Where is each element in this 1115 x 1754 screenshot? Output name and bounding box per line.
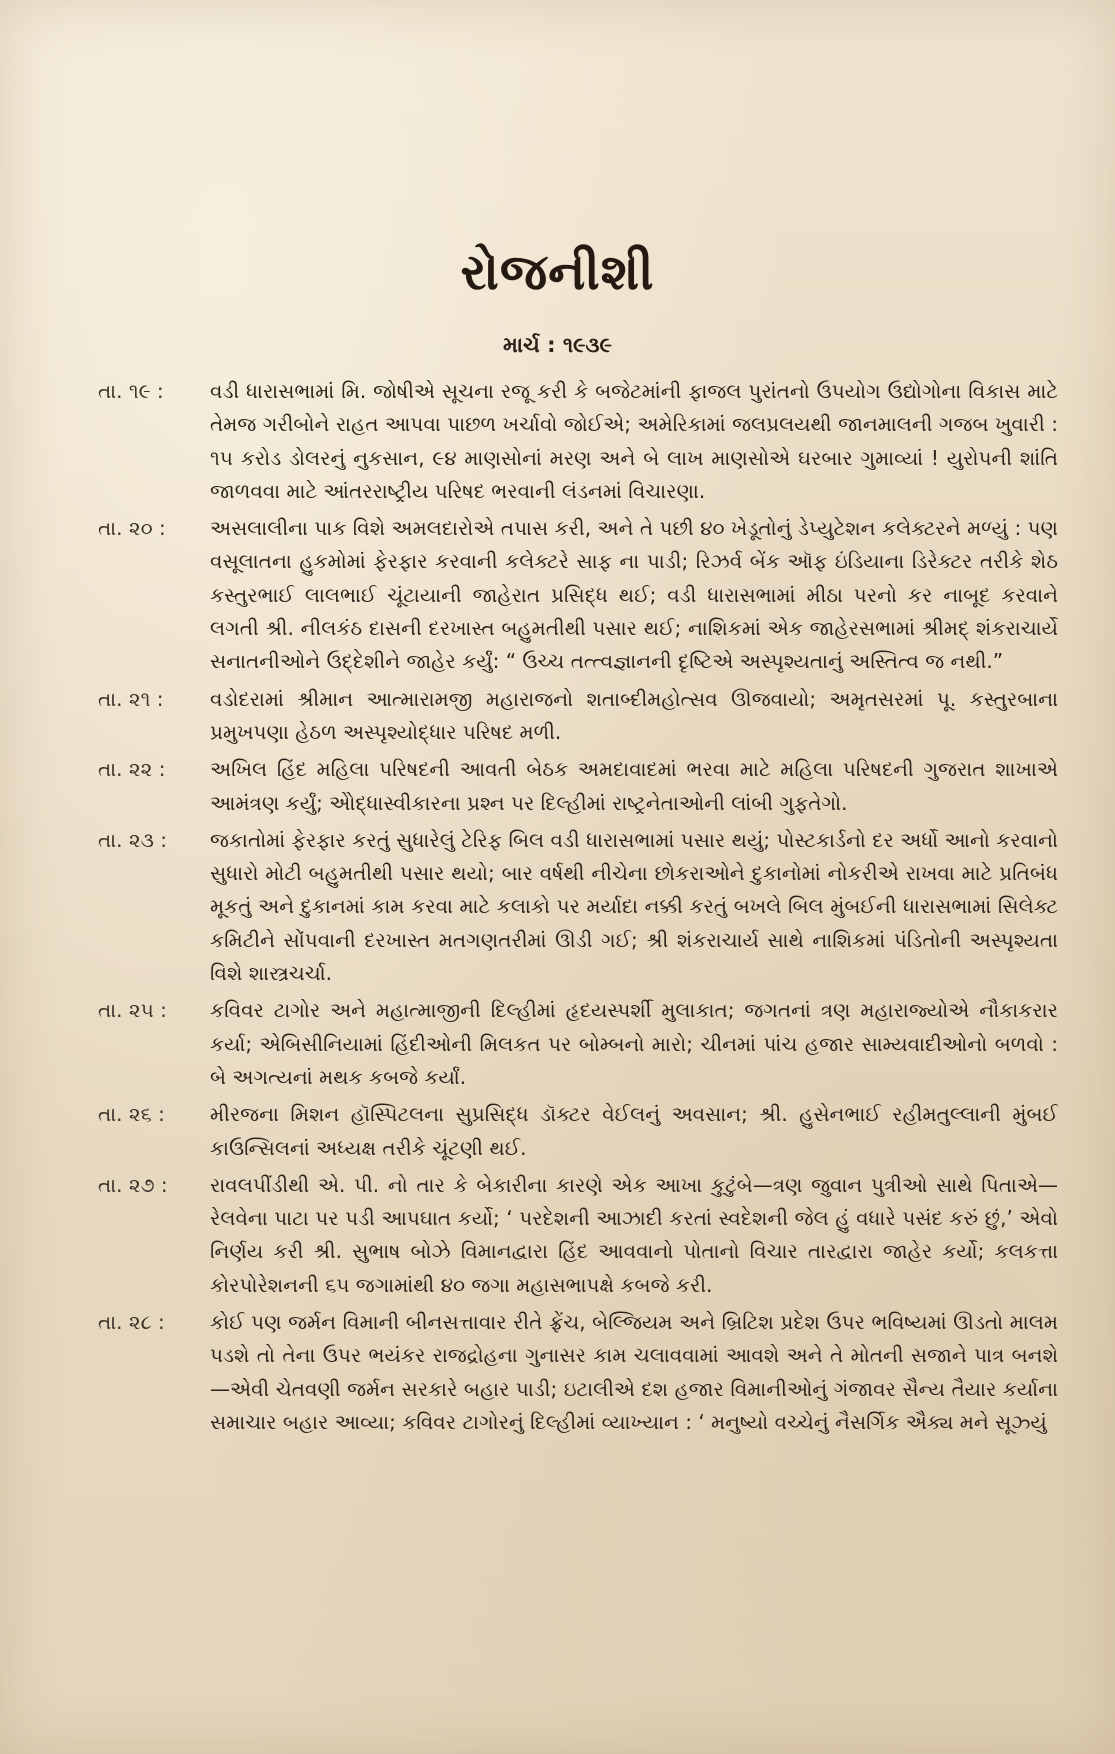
diary-entry [98, 512, 1058, 678]
diary-entry [98, 1169, 1058, 1302]
page-title: રોજનીશી [460, 243, 655, 301]
entry-text: જકાતોમાં ફેરફાર કરતું સુધારેલું ટેરિફ બિલ વડી ધારાસભામાં પસાર થયું; પોસ્ટકાર્ડનો દર અર્ધો આનો કરવાનો સુધારો મોટી બહુમતીથી પસાર થયો; બાર વર્ષથી નીચેના છોકરાઓને દુકાનોમાં નોકરીએ રાખવા માટે પ્રતિબંધ મૂકતું અને દુકાનમાં કામ કરવા માટે કલાકો પર મર્યાદા નક્કી કરતું બખલે બિલ મુંબઈની ધારાસભામાં સિલેક્ટ કમિટીને સોંપવાની દરખાસ્ત મતગણતરીમાં ઊડી ગઈ; શ્રી શંકરાચાર્ય સાથે નાશિકમાં પંડિતોની અસ્પૃશ્યતા વિશે શાસ્ત્રચર્ચા. [210, 827, 1058, 986]
diary-entry [98, 824, 1058, 990]
entry-date: તા. ૨૨ : [98, 757, 166, 782]
entry-text: મીરજના મિશન હૉસ્પિટલના સુપ્રસિદ્ધ ડૉક્ટર વેઈલનું અવસાન; શ્રી. હુસેનભાઈ રહીમતુલ્લાની મુંબઈ કાઉન્સિલનાં અધ્યક્ષ તરીકે ચૂંટણી થઈ. [210, 1102, 1058, 1160]
entry-date: તા. ૨૬ : [98, 1102, 165, 1127]
diary-entry [98, 1306, 1058, 1439]
entry-text: રાવલપીંડીથી એ. પી. નો તાર કે બેકારીના કારણે એક આખા કુટુંબે—ત્રણ જુવાન પુત્રીઓ સાથે પિતાએ—રેલવેના પાટા પર પડી આપઘાત કર્યો; ‘ પરદેશની આઝાદી કરતાં સ્વદેશની જેલ હું વધારે પસંદ કરું છું,’ એવો નિર્ણય કરી શ્રી. સુભાષ બોઝે વિમાનદ્વારા હિંદ આવવાનો પોતાનો વિચાર તારદ્વારા જાહેર કર્યો; કલકત્તા કોરપોરેશનની ૬૫ જગામાંથી ૪૦ જગા મહાસભાપક્ષે કબજે કરી. [210, 1172, 1058, 1297]
diary-entry [98, 375, 1058, 508]
entry-date: તા. ૨૧ : [98, 686, 164, 711]
entry-text: વડી ધારાસભામાં મિ. જોષીએ સૂચના રજૂ કરી કે બજેટમાંની ફાજલ પુરાંતનો ઉપયોગ ઉદ્યોગોના વિકાસ માટે તેમજ ગરીબોને રાહત આપવા પાછળ ખર્ચાવો જોઈએ; અમેરિકામાં જલપ્રલયથી જાનમાલની ગજબ ખુવારી : ૧૫ કરોડ ડોલરનું નુકસાન, ૯૪ માણસોનાં મરણ અને બે લાખ માણસોએ ઘરબાર ગુમાવ્યાં ! યુરોપની શાંતિ જાળવવા માટે આંતરરાષ્ટ્રીય પરિષદ ભરવાની લંડનમાં વિચારણા. [210, 379, 1058, 503]
month-heading: માર્ચ : ૧૯૩૯ [503, 333, 612, 357]
entry-text: કવિવર ટાગોર અને મહાત્માજીની દિલ્હીમાં હૃદયસ્પર્શી મુલાકાત; જગતનાં ત્રણ મહારાજ્યોએ નૌકાકરાર કર્યા; એબિસીનિયામાં હિંદીઓની મિલકત પર બોમ્બનો મારો; ચીનમાં પાંચ હજાર સામ્યવાદીઓનો બળવો : બે અગત્યનાં મથક કબજે કર્યાં. [210, 998, 1058, 1089]
entry-date: તા. ૧૯ : [98, 379, 164, 403]
entry-date: તા. ૨૦ : [98, 516, 166, 541]
entry-date: તા. ૨૮ : [98, 1310, 165, 1335]
diary-entry [98, 1098, 1058, 1165]
diary-entry [98, 683, 1058, 750]
diary-entries [98, 375, 1058, 1443]
diary-entry [98, 753, 1058, 820]
entry-text: વડોદરામાં શ્રીમાન આત્મારામજી મહારાજનો શતાબ્દીમહોત્સવ ઊજવાયો; અમૃતસરમાં પૂ. કસ્તુરબાના પ્રમુખપણા હેઠળ અસ્પૃશ્યોદ્ધાર પરિષદ મળી. [210, 686, 1058, 744]
entry-text: અસલાલીના પાક વિશે અમલદારોએ તપાસ કરી, અને તે પછી ૪૦ ખેડૂતોનું ડેપ્યુટેશન કલેક્ટરને મળ્યું : પણ વસૂલાતના હુકમોમાં ફેરફાર કરવાની કલેક્ટરે સાફ ના પાડી; રિઝર્વ બેંક ઑફ ઇંડિયાના ડિરેક્ટર તરીકે શેઠ કસ્તુરભાઈ લાલભાઈ ચૂંટાયાની જાહેરાત પ્રસિદ્ધ થઈ; વડી ધારાસભામાં મીઠા પરનો કર નાબૂદ કરવાને લગતી શ્રી. નીલકંઠ દાસની દરખાસ્ત બહુમતીથી પસાર થઈ; નાશિકમાં એક જાહેરસભામાં શ્રીમદ્ શંકરાચાર્યે સનાતનીઓને ઉદ્દેશીને જાહેર કર્યું: “ ઉચ્ચ તત્ત્વજ્ઞાનની દૃષ્ટિએ અસ્પૃશ્યતાનું અસ્તિત્વ જ નથી.” [210, 516, 1058, 674]
entry-text: અખિલ હિંદ મહિલા પરિષદની આવતી બેઠક અમદાવાદમાં ભરવા માટે મહિલા પરિષદની ગુજરાત શાખાએ આમંત્રણ કર્યું; એોદ્ધાસ્વીકારના પ્રશ્ન પર દિલ્હીમાં રાષ્ટ્રનેતાઓની લાંબી ગુફતેગો. [210, 757, 1058, 815]
entry-date: તા. ૨૭ : [98, 1172, 168, 1197]
diary-entry [98, 994, 1058, 1094]
entry-text: કોઈ પણ જર્મન વિમાની બીનસત્તાવાર રીતે ફ્રેંચ, બેલ્જિયમ અને બ્રિટિશ પ્રદેશ ઉપર ભવિષ્યમાં ઊડતો માલમ પડશે તો તેના ઉપર ભયંકર રાજદ્રોહના ગુનાસર કામ ચલાવવામાં આવશે અને તે મોતની સજાને પાત્ર બનશે—એવી ચેતવણી જર્મન સરકારે બહાર પાડી; ઇટાલીએ દશ હજાર વિમાનીઓનું ગંજાવર સૈન્ય તૈયાર કર્યાના સમાચાર બહાર આવ્યા; કવિવર ટાગોરનું દિલ્હીમાં વ્યાખ્યાન : ‘ મનુષ્યો વચ્ચેનું નૈસર્ગિક ઐક્ય મને સૂઝ્યું [210, 1310, 1058, 1434]
entry-date: તા. ૨૩ : [98, 827, 168, 852]
entry-date: તા. ૨૫ : [98, 998, 167, 1023]
